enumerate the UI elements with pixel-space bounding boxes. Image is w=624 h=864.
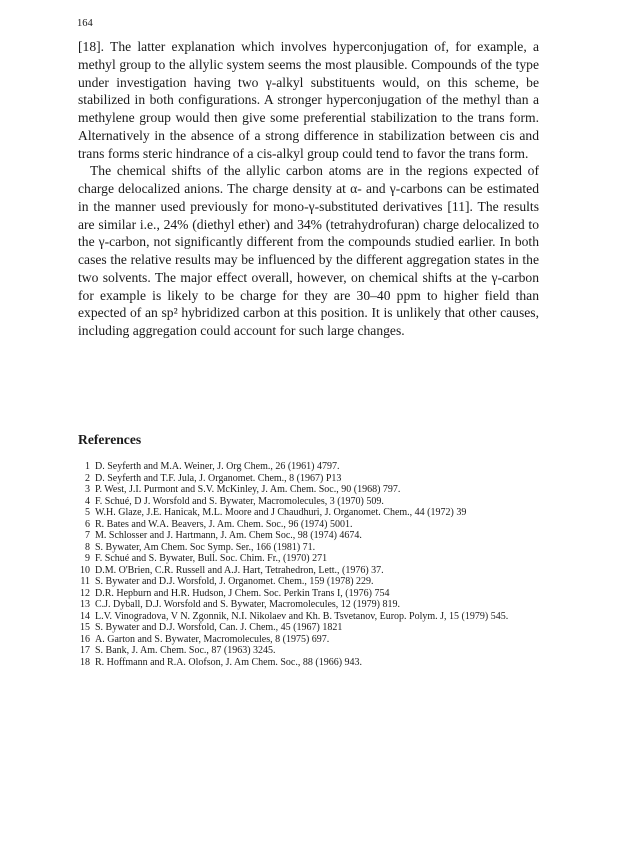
reference-item: [78, 473, 540, 485]
reference-item: [78, 530, 540, 542]
reference-text: S. Bywater and D.J. Worsfold, J. Organomet. Chem., 159 (1978) 229.: [95, 576, 374, 587]
reference-item: [78, 461, 540, 473]
reference-text: D. Seyferth and T.F. Jula, J. Organomet. Chem., 8 (1967) P13: [95, 472, 342, 484]
reference-item: [78, 542, 540, 554]
reference-number: 13: [80, 599, 90, 610]
reference-number: 12: [80, 587, 90, 599]
reference-text: D. Seyferth and M.A. Weiner, J. Org Chem., 26 (1961) 4797.: [95, 461, 340, 472]
reference-text: S. Bywater and D.J. Worsfold, Can. J. Chem., 45 (1967) 1821: [95, 622, 343, 633]
reference-text: M. Schlosser and J. Hartmann, J. Am. Chem Soc., 98 (1974) 4674.: [95, 530, 362, 541]
paragraph: The chemical shifts of the allylic carbon atoms are in the regions expected of charge delocalized anions. The charge density at α- and γ-carbons can be estimated in the manner used previously for mono-γ-substituted derivatives [11]. The results are similar i.e., 24% (diethyl ether) and 34% (tetrahydrofuran) charge delocalized to the γ-carbon, not significantly different from the compounds studied earlier. In both cases the relative results may be influenced by the different aggregation states in the two solvents. The major effect overall, however, on chemical shifts at the γ-carbon for example is likely to be charge for they are 30–40 ppm to higher field than expected of an sp² hybridized carbon at this position. It is unlikely that other causes, including aggregation could account for such large changes.: [78, 163, 539, 338]
reference-list: [78, 461, 540, 668]
reference-item: [78, 657, 540, 669]
reference-text: S. Bywater, Am Chem. Soc Symp. Ser., 166 (1981) 71.: [95, 541, 316, 553]
reference-number: 14: [80, 610, 90, 622]
reference-item: [78, 507, 540, 519]
reference-number: 1: [85, 461, 90, 472]
reference-number: 7: [85, 530, 90, 541]
reference-item: [78, 553, 540, 565]
reference-number: 3: [85, 484, 90, 495]
reference-number: 11: [80, 576, 90, 587]
reference-text: L.V. Vinogradova, V N. Zgonnik, N.I. Nikolaev and Kh. B. Tsvetanov, Europ. Polym. J, 15 (1979) 545.: [95, 610, 509, 622]
reference-number: 8: [85, 541, 90, 553]
reference-text: R. Hoffmann and R.A. Olofson, J. Am Chem. Soc., 88 (1966) 943.: [95, 656, 363, 668]
page-number: 164: [77, 18, 93, 29]
reference-number: 16: [80, 633, 90, 645]
reference-item: [78, 611, 540, 623]
reference-text: W.H. Glaze, J.E. Hanicak, M.L. Moore and J Chaudhuri, J. Organomet. Chem., 44 (1972) 39: [95, 507, 467, 518]
reference-item: [78, 599, 540, 611]
reference-text: A. Garton and S. Bywater, Macromolecules, 8 (1975) 697.: [95, 633, 330, 645]
reference-number: 18: [80, 656, 90, 668]
reference-text: F. Schué, D J. Worsfold and S. Bywater, Macromolecules, 3 (1970) 509.: [95, 495, 384, 507]
reference-item: [78, 588, 540, 600]
reference-text: R. Bates and W.A. Beavers, J. Am. Chem. Soc., 96 (1974) 5001.: [95, 518, 353, 530]
reference-text: C.J. Dyball, D.J. Worsfold and S. Bywater, Macromolecules, 12 (1979) 819.: [95, 599, 400, 610]
reference-number: 5: [85, 507, 90, 518]
reference-number: 6: [85, 518, 90, 530]
reference-item: [78, 565, 540, 577]
reference-item: [78, 576, 540, 588]
reference-item: [78, 519, 540, 531]
reference-item: [78, 496, 540, 508]
reference-number: 17: [80, 645, 90, 656]
reference-text: S. Bank, J. Am. Chem. Soc., 87 (1963) 3245.: [95, 645, 276, 656]
body-text: [78, 38, 539, 340]
references-heading: References: [78, 432, 142, 447]
reference-number: 4: [85, 495, 90, 507]
reference-number: 9: [85, 553, 90, 564]
reference-item: [78, 484, 540, 496]
reference-item: [78, 645, 540, 657]
reference-item: [78, 622, 540, 634]
reference-text: P. West, J.I. Purmont and S.V. McKinley, J. Am. Chem. Soc., 90 (1968) 797.: [95, 484, 401, 495]
reference-number: 10: [80, 564, 90, 576]
reference-text: D.R. Hepburn and H.R. Hudson, J Chem. Soc. Perkin Trans I, (1976) 754: [95, 587, 390, 599]
reference-number: 2: [85, 472, 90, 484]
reference-text: F. Schué and S. Bywater, Bull. Soc. Chim. Fr., (1970) 271: [95, 553, 328, 564]
reference-text: D.M. O'Brien, C.R. Russell and A.J. Hart, Tetrahedron, Lett., (1976) 37.: [95, 564, 384, 576]
reference-number: 15: [80, 622, 90, 633]
paragraph: [18]. The latter explanation which involves hyperconjugation of, for example, a methyl group to the allylic system seems the most plausible. Compounds of the type under investigation having two γ-alkyl substituents would, on this scheme, be stabilized in both configurations. A stronger hyperconjugation of the methyl than a methylene group would then give some preferential stabilization to the trans form. Alternatively in the absence of a strong difference in stabilization between cis and trans forms steric hindrance of a cis-alkyl group could tend to favor the trans form.: [78, 39, 539, 161]
reference-item: [78, 634, 540, 646]
